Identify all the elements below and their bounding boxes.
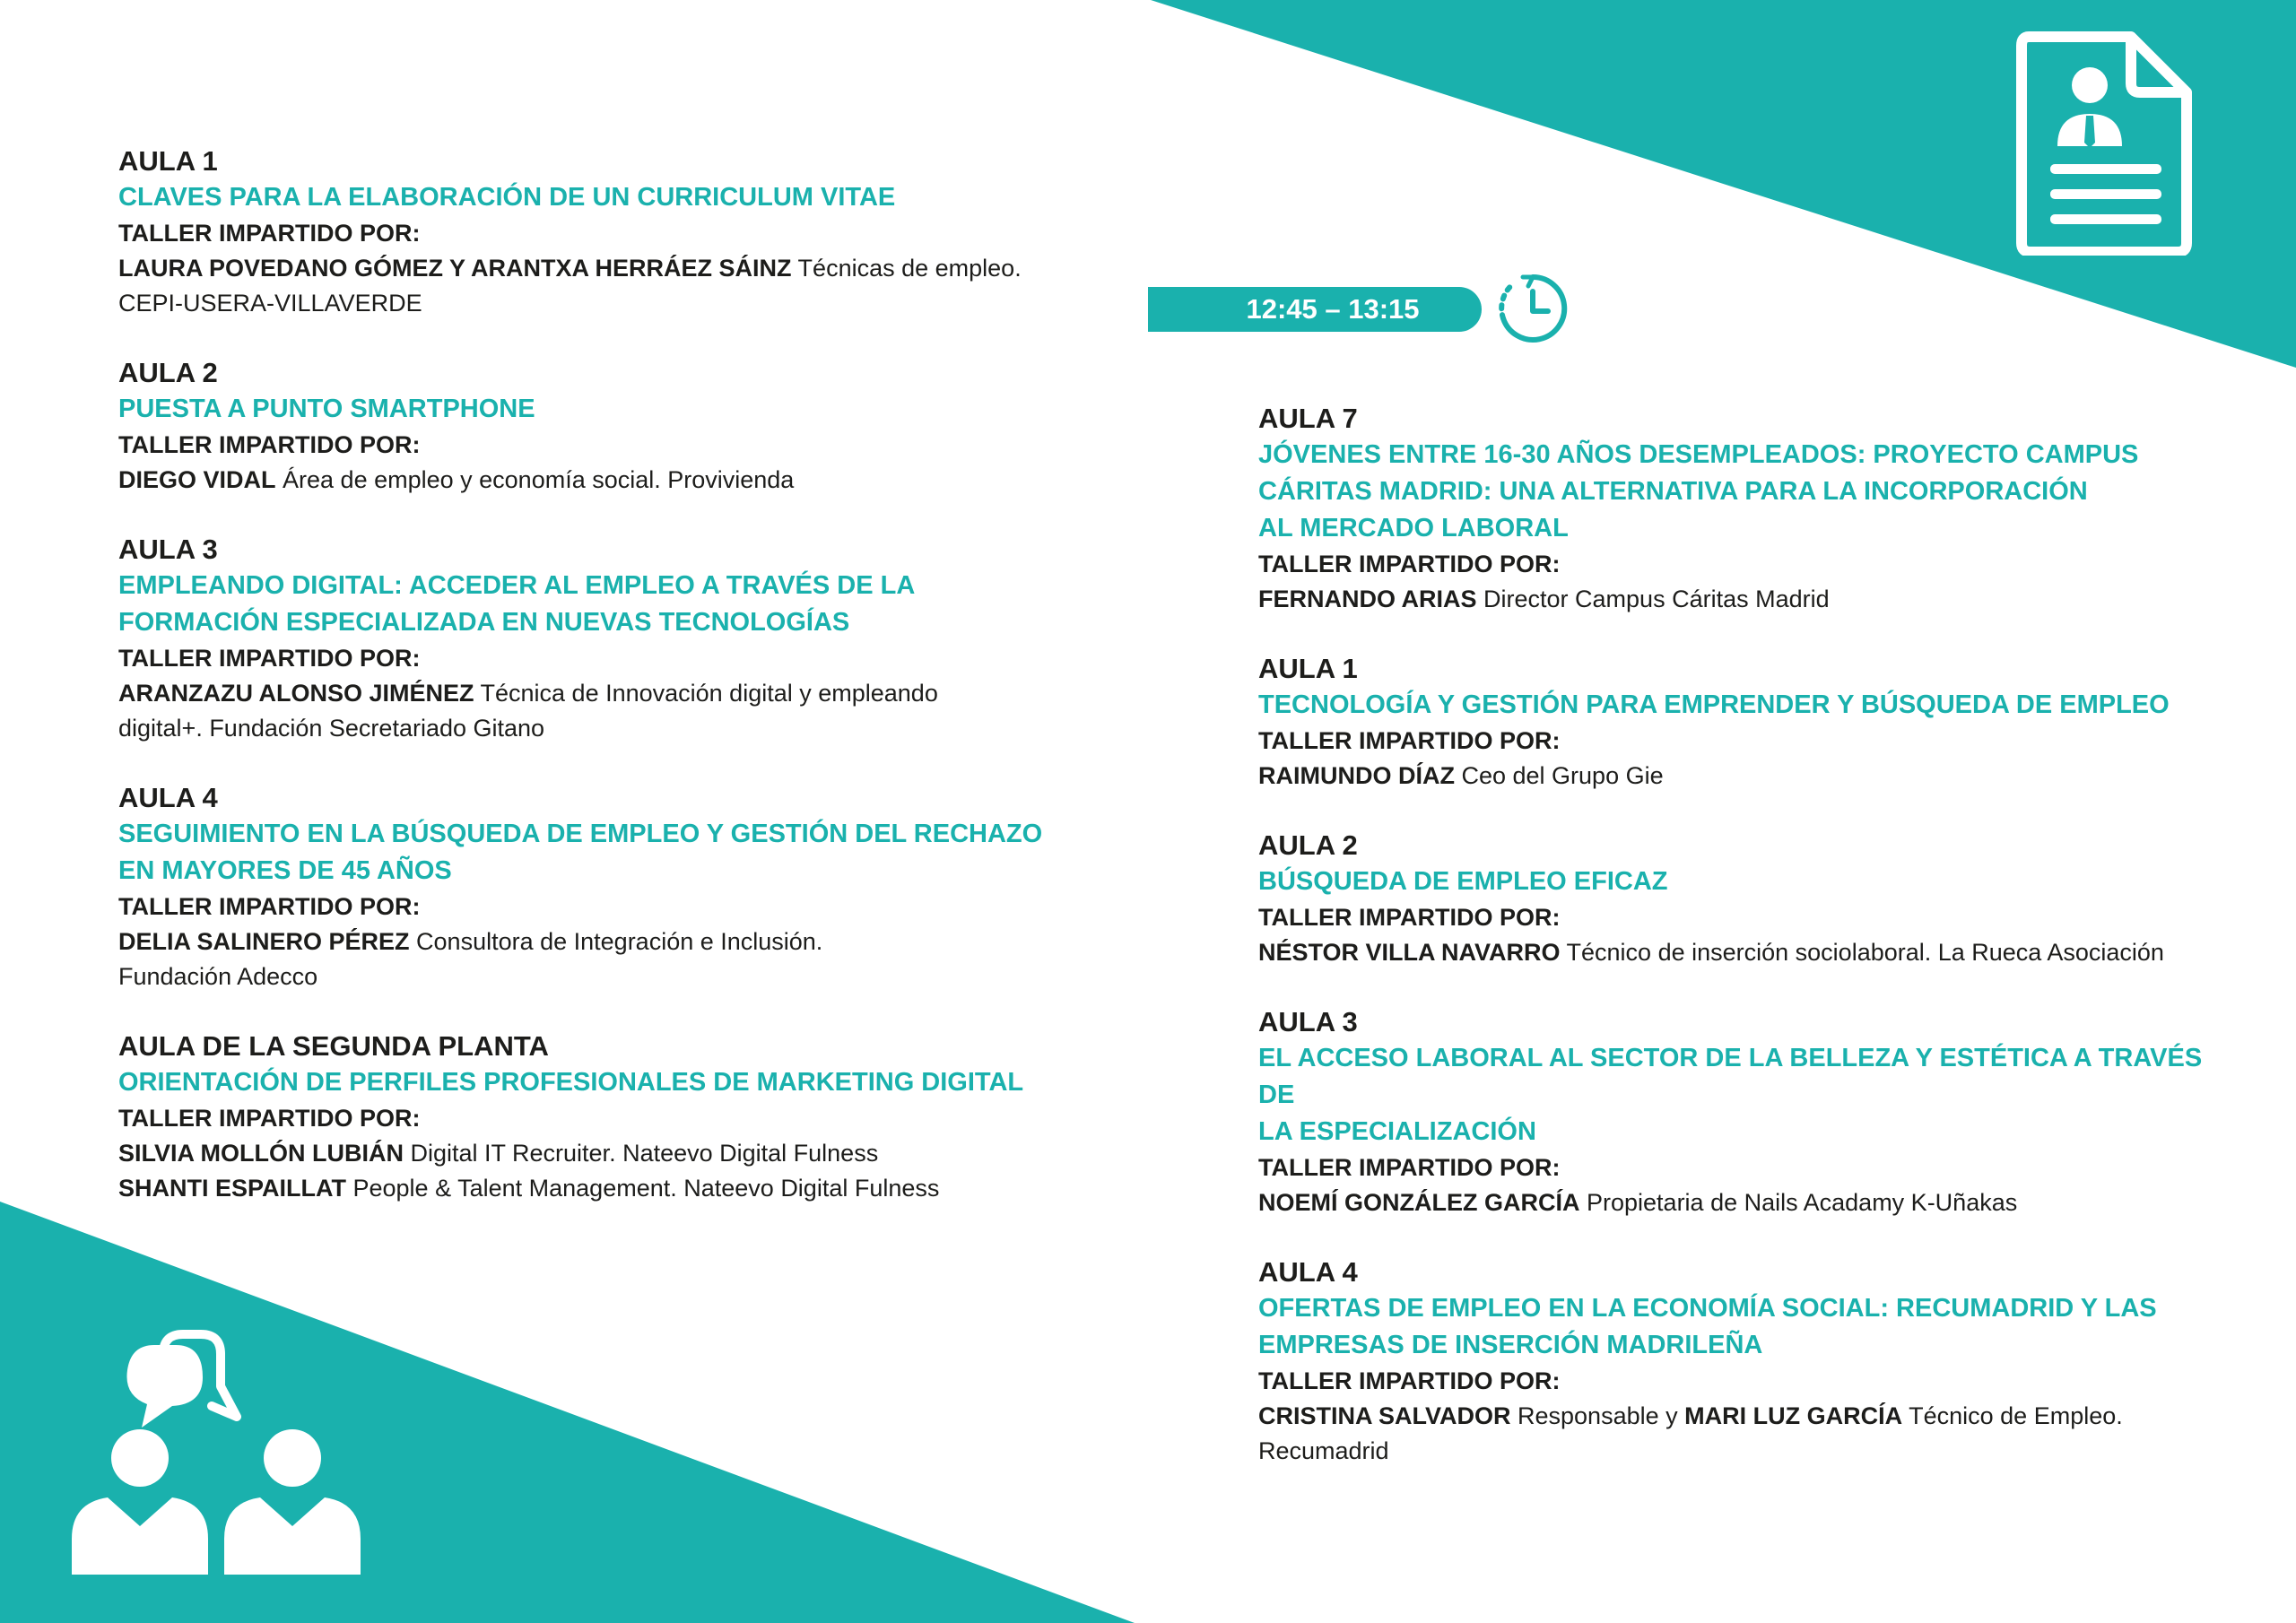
speaker-line	[118, 676, 1087, 711]
speaker-name: MARI LUZ GARCÍA	[1684, 1402, 1903, 1429]
speaker-name: DIEGO VIDAL	[118, 466, 276, 493]
people-chat-icon	[68, 1327, 364, 1578]
speaker-name: CRISTINA SALVADOR	[1258, 1402, 1511, 1429]
speaker-role: Técnico de inserción sociolaboral. La Rueca Asociación	[1560, 939, 2164, 966]
taught-by-label: TALLER IMPARTIDO POR:	[118, 431, 421, 458]
workshop-title: FORMACIÓN ESPECIALIZADA EN NUEVAS TECNOLOGÍAS	[118, 608, 850, 637]
speaker-name: RAIMUNDO DÍAZ	[1258, 762, 1455, 789]
speaker-line	[118, 1136, 1087, 1171]
speaker-name: ARANZAZU ALONSO JIMÉNEZ	[118, 680, 474, 707]
speaker-role: People & Talent Management. Nateevo Digital Fulness	[346, 1175, 940, 1202]
workshop-title: BÚSQUEDA DE EMPLEO EFICAZ	[1258, 867, 1668, 896]
session-block	[118, 143, 1087, 321]
workshop-title: EMPRESAS DE INSERCIÓN MADRILEÑA	[1258, 1331, 1763, 1359]
taught-by-label: TALLER IMPARTIDO POR:	[1258, 1154, 1561, 1181]
workshop-title: LA ESPECIALIZACIÓN	[1258, 1117, 1536, 1146]
session-block	[1258, 1004, 2245, 1220]
workshop-title: OFERTAS DE EMPLEO EN LA ECONOMÍA SOCIAL: RECUMADRID Y LAS	[1258, 1294, 2157, 1323]
speaker-name: SILVIA MOLLÓN LUBIÁN	[118, 1140, 404, 1167]
workshop-title: CLAVES PARA LA ELABORACIÓN DE UN CURRICULUM VITAE	[118, 183, 896, 212]
speaker-name: LAURA POVEDANO GÓMEZ Y ARANTXA HERRÁEZ SÁINZ	[118, 255, 792, 282]
taught-by-label: TALLER IMPARTIDO POR:	[1258, 1367, 1561, 1394]
session-block	[1258, 651, 2245, 794]
speaker-line	[1258, 1399, 2245, 1434]
classroom-label: AULA 1	[1258, 653, 1358, 684]
speaker-role: Ceo del Grupo Gie	[1454, 762, 1664, 789]
classroom-label: AULA DE LA SEGUNDA PLANTA	[118, 1030, 549, 1062]
speaker-line	[1258, 582, 2245, 617]
speaker-line	[118, 286, 1087, 321]
speaker-role: Técnica de Innovación digital y empleando	[474, 680, 938, 707]
speaker-line	[118, 251, 1087, 286]
session-block	[1258, 828, 2245, 970]
clock-icon	[1496, 272, 1570, 345]
workshop-title: AL MERCADO LABORAL	[1258, 514, 1569, 542]
speaker-line	[118, 924, 1087, 959]
speaker-line	[1258, 759, 2245, 794]
speaker-line	[1258, 935, 2245, 970]
workshop-title: PUESTA A PUNTO SMARTPHONE	[118, 395, 535, 423]
taught-by-label: TALLER IMPARTIDO POR:	[118, 893, 421, 920]
speaker-name: SHANTI ESPAILLAT	[118, 1175, 346, 1202]
workshop-title: ORIENTACIÓN DE PERFILES PROFESIONALES DE MARKETING DIGITAL	[118, 1068, 1024, 1097]
right-sessions-column	[1258, 401, 2245, 1503]
speaker-role: Técnicas de empleo.	[791, 255, 1022, 282]
speaker-line	[1258, 1434, 2245, 1469]
taught-by-label: TALLER IMPARTIDO POR:	[1258, 551, 1561, 577]
speaker-role: Consultora de Integración e Inclusión.	[409, 928, 823, 955]
time-slot-badge: 12:45 – 13:15	[1148, 287, 1482, 332]
speaker-name: FERNANDO ARIAS	[1258, 586, 1477, 612]
taught-by-label: TALLER IMPARTIDO POR:	[1258, 727, 1561, 754]
classroom-label: AULA 1	[118, 145, 218, 177]
session-block	[1258, 1254, 2245, 1469]
classroom-label: AULA 4	[118, 782, 218, 813]
workshop-title: EL ACCESO LABORAL AL SECTOR DE LA BELLEZA Y ESTÉTICA A TRAVÉS DE	[1258, 1044, 2203, 1109]
speaker-role: Fundación Adecco	[118, 963, 318, 990]
left-sessions-column	[118, 143, 1087, 1240]
speaker-line	[118, 1171, 1087, 1206]
classroom-label: AULA 2	[1258, 829, 1358, 861]
speaker-role: Técnico de Empleo.	[1902, 1402, 2123, 1429]
speaker-role: digital+. Fundación Secretariado Gitano	[118, 715, 545, 742]
classroom-label: AULA 2	[118, 357, 218, 388]
speaker-role: CEPI-USERA-VILLAVERDE	[118, 290, 422, 317]
session-block	[118, 1028, 1087, 1206]
speaker-line	[118, 959, 1087, 994]
speaker-name: NOEMÍ GONZÁLEZ GARCÍA	[1258, 1189, 1580, 1216]
session-block	[118, 532, 1087, 746]
taught-by-label: TALLER IMPARTIDO POR:	[118, 645, 421, 672]
taught-by-label: TALLER IMPARTIDO POR:	[118, 220, 421, 247]
workshop-title: EMPLEANDO DIGITAL: ACCEDER AL EMPLEO A TRAVÉS DE LA	[118, 571, 916, 600]
session-block	[118, 780, 1087, 994]
classroom-label: AULA 4	[1258, 1256, 1358, 1288]
speaker-name: DELIA SALINERO PÉREZ	[118, 928, 410, 955]
speaker-role: Director Campus Cáritas Madrid	[1476, 586, 1830, 612]
speaker-role: Propietaria de Nails Acadamy K-Uñakas	[1579, 1189, 2018, 1216]
speaker-role: Recumadrid	[1258, 1437, 1389, 1464]
workshop-title: SEGUIMIENTO EN LA BÚSQUEDA DE EMPLEO Y GESTIÓN DEL RECHAZO	[118, 820, 1043, 848]
speaker-role: Responsable y	[1510, 1402, 1685, 1429]
classroom-label: AULA 7	[1258, 403, 1358, 434]
speaker-line	[118, 711, 1087, 746]
session-block	[1258, 401, 2245, 617]
taught-by-label: TALLER IMPARTIDO POR:	[1258, 904, 1561, 931]
classroom-label: AULA 3	[118, 534, 218, 565]
workshop-title: EN MAYORES DE 45 AÑOS	[118, 856, 452, 885]
speaker-line	[118, 463, 1087, 498]
speaker-role: Digital IT Recruiter. Nateevo Digital Fulness	[403, 1140, 879, 1167]
taught-by-label: TALLER IMPARTIDO POR:	[118, 1105, 421, 1132]
workshop-title: CÁRITAS MADRID: UNA ALTERNATIVA PARA LA INCORPORACIÓN	[1258, 477, 2088, 506]
cv-document-icon	[2016, 31, 2192, 256]
speaker-name: NÉSTOR VILLA NAVARRO	[1258, 939, 1561, 966]
session-block	[118, 355, 1087, 498]
speaker-line	[1258, 1185, 2245, 1220]
speaker-role: Área de empleo y economía social. Provivienda	[275, 466, 795, 493]
workshop-title: JÓVENES ENTRE 16-30 AÑOS DESEMPLEADOS: PROYECTO CAMPUS	[1258, 440, 2139, 469]
workshop-title: TECNOLOGÍA Y GESTIÓN PARA EMPRENDER Y BÚSQUEDA DE EMPLEO	[1258, 690, 2170, 719]
classroom-label: AULA 3	[1258, 1006, 1358, 1037]
